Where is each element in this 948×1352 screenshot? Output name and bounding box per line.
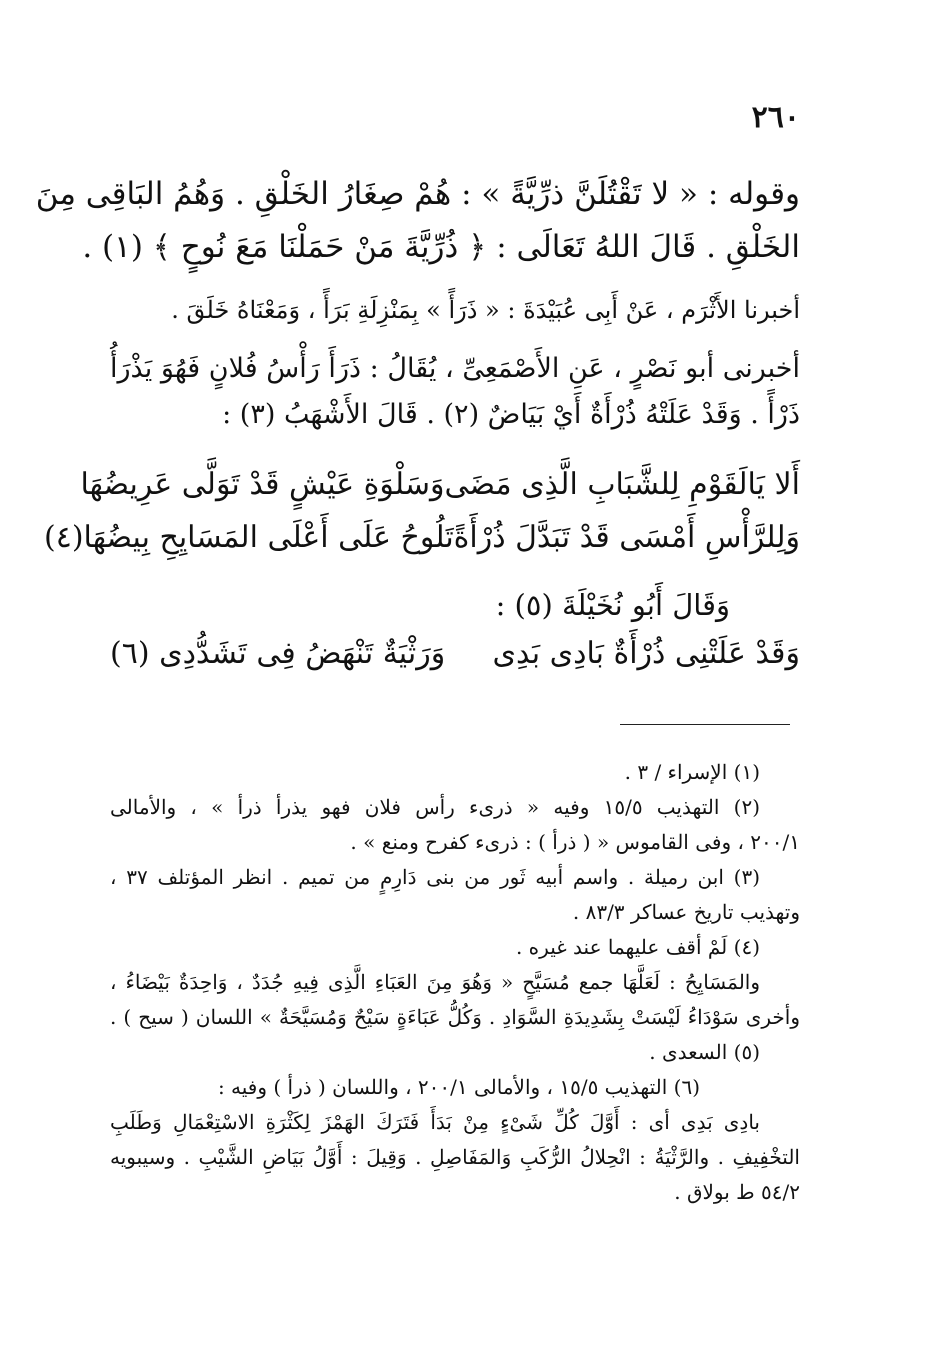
paragraph-hadith [35, 168, 800, 274]
poet-intro: وَقَالَ أَبُو نُخَيْلَةَ (٥) : [495, 588, 730, 622]
footnote-4-line: (٤) لَمْ أقف عليهما عند غيره . [515, 935, 760, 959]
footnote-5: (٥) السعدى . [649, 1040, 760, 1064]
paragraph-athram: أخبرنا الأَثْرَم ، عَنْ أَبِى عُبَيْدَةَ : « ذَرَأً » بِمَنْزِلَةِ بَرَأً ، وَمَعْنَاهُ خَلَقَ . [171, 296, 800, 324]
footnote-4-line: وأخرى سَوْدَاءُ لَيْسَتْ بِشَدِيدَةِ السَّوَادِ . وَكُلُّ عَبَاءَةٍ سَيْحٌ وَمُسَيَّحَةٌ » اللسان ( سيح ) . [110, 1005, 800, 1029]
verse-second-hemistich: وَسَلْوَةِ عَيْشٍ قَدْ تَوَلَّى عَرِيضُهَا [80, 467, 445, 502]
paragraph-line: أخبرنى أبو نَصْرٍ ، عَنِ الأَصْمَعِىِّ ، يُقَالُ : ذَرَأَ رَأْسُ فُلانٍ فَهُوَ يَذْرَأُ [110, 353, 800, 384]
footnote-6-line: بادِى بَدِى أى : أَوَّلَ كُلِّ شَىْءٍ مِنْ بَدَأَ فَتَرَكَ الهَمْزَ لِكَثْرَةِ الاسْتِعْمَالِ وَطَلَبِ [110, 1110, 760, 1134]
footnote-6-line: ٥٤/٢ ط بولاق . [674, 1180, 800, 1204]
paragraph-line: وقوله : « لا تَقْتُلَنَّ ذرِّيَّةً » : هُمْ صِغَارُ الخَلْقِ . وَهُمُ البَاقِى مِنَ [35, 176, 800, 212]
verse-first-hemistich: أَلا يَالَقَوْمِ لِلشَّبَابِ الَّذِى مَضَى [444, 467, 800, 502]
footnote-separator [620, 724, 790, 725]
footnotes [110, 755, 800, 1210]
footnote-2-line: ٢٠٠/١ ، وفى القاموس « ( ذرأ ) : ذرىء كفرح ومنع » . [350, 830, 800, 854]
verse-line [110, 628, 800, 680]
footnote-3-line: (٣) ابن رميلة . واسم أبيه ثَور من بنى دَارِمٍ من تميم . انظر المؤتلف ٣٧ ، [110, 865, 761, 889]
footnote-6-line: التخْفِيفِ . والرَّثْيَةُ : انْحِلالُ الرُّكَبِ وَالمَفَاصِلِ . وَقِيلَ : أَوَّلُ بَيَاضِ الشَّيْبِ . وسيبويه [110, 1145, 800, 1169]
verse-line [44, 511, 800, 564]
page-number: ٢٦٠ [751, 100, 800, 135]
verse-line [80, 458, 800, 511]
paragraph-line: الخَلْقِ . قَالَ اللهُ تَعَالَى : ﴿ ذُرِّيَّةَ مَنْ حَمَلْنَا مَعَ نُوحٍ ﴾ (١) . [82, 229, 800, 265]
main-text [35, 168, 800, 680]
poem-abu-nukhayla [110, 628, 800, 680]
verse-second-hemistich: وَرَثْيَةٌ تَنْهَضُ فِى تَشَدُّدِى (٦) [110, 636, 446, 671]
footnote-2-line: (٢) التهذيب ١٥/٥ وفيه « ذرىء رأس فلان فهو يذرأ ذرأ » ، والأمالى [110, 795, 760, 819]
verse-first-hemistich: وَقَدْ عَلَتْنِى ذُرْأَةٌ بَادِى بَدِى [492, 636, 800, 671]
poem-ashhab [44, 458, 800, 564]
paragraph-asmai [110, 346, 800, 438]
footnote-3-line: وتهذيب تاريخ عساكر ٨٣/٣ . [572, 900, 800, 924]
footnote-6-line: (٦) التهذيب ١٥/٥ ، والأمالى ٢٠٠/١ ، واللسان ( ذرأ ) وفيه : [217, 1075, 700, 1099]
verse-second-hemistich: تَلُوحُ عَلَى أَعْلَى المَسَايِحِ بِيضُهَا(٤) [44, 520, 454, 555]
footnote-1: (١) الإسراء / ٣ . [624, 760, 760, 784]
footnote-4-line: والمَسَايِحُ : لَعَلَّهَا جمع مُسَيَّحٍ « وَهُوَ مِنَ العَبَاءِ الَّذِى فِيهِ جُدَدٌ ، وَاحِدَةٌ بَيْضَاءُ ، [110, 970, 760, 994]
paragraph-line: ذَرْأً . وَقَدْ عَلَتْهُ ذُرْأَةٌ أَيْ بَيَاضٌ (٢) . قَالَ الأَشْهَبُ (٣) : [222, 399, 800, 430]
verse-first-hemistich: وَلِلرَّأْسِ أَمْسَى قَدْ تَبَدَّلَ ذُرْأَةً [453, 520, 800, 555]
